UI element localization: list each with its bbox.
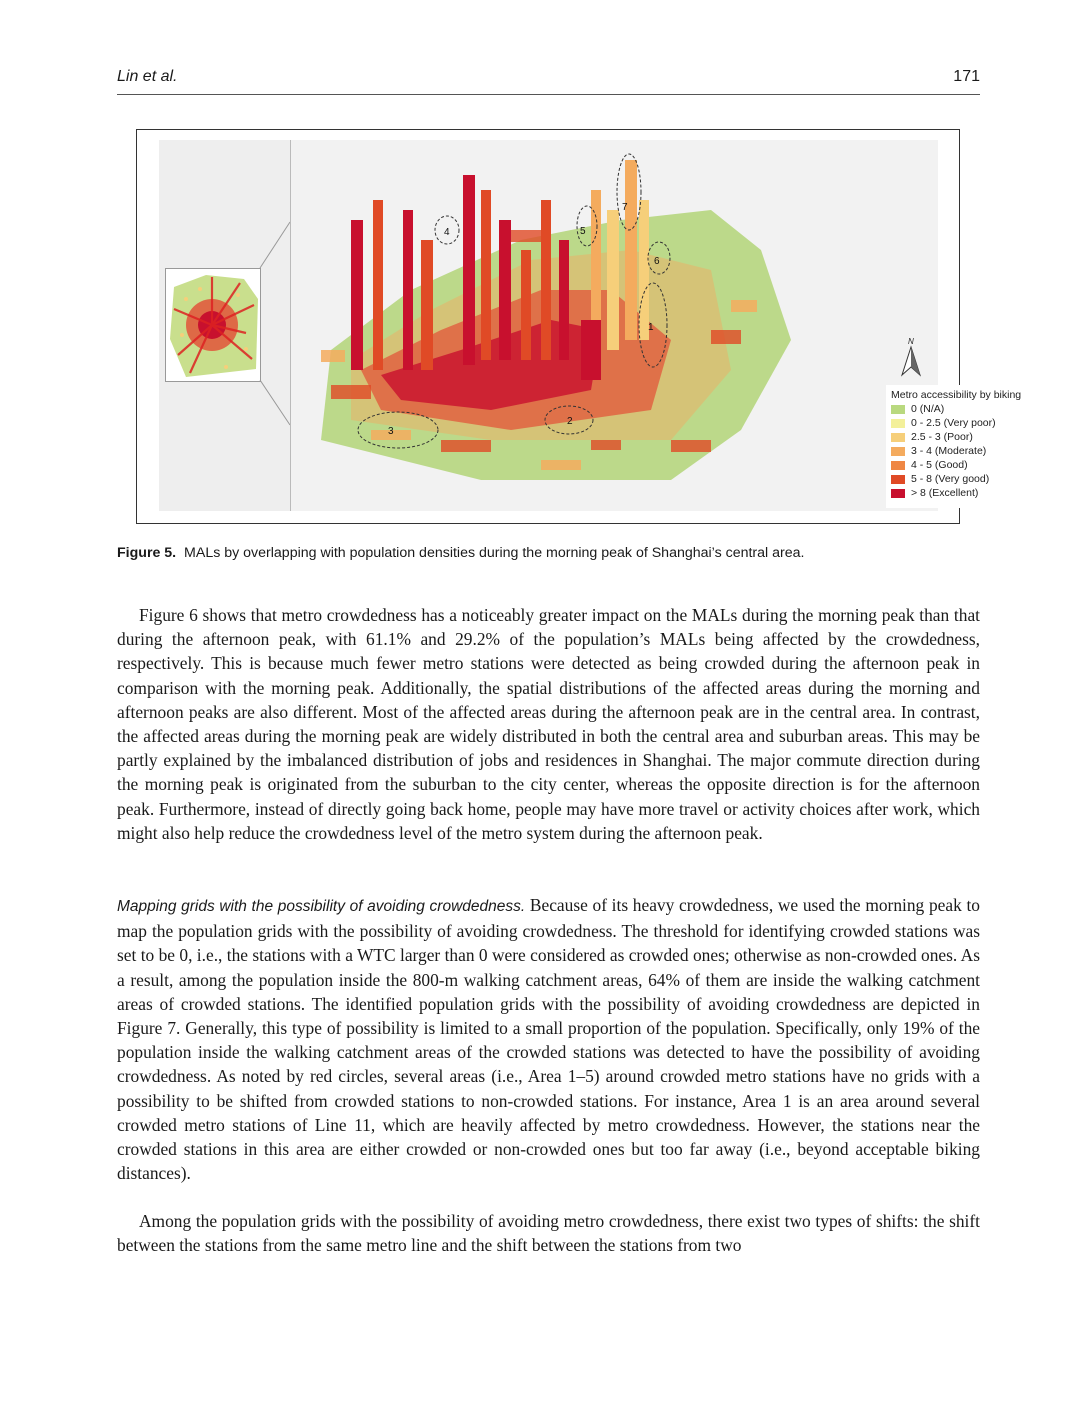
main-3d-map: [290, 140, 1022, 511]
legend-swatch: [891, 433, 905, 442]
paragraph-text: Because of its heavy crowdedness, we used the morning peak to map the population grids with the possibility of avoiding crowdedness. The threshold for identifying crowded stations was set to be 0, i.e., the stations with a WTC larger than 0 were considered as crowded ones; otherwise as non-crowded ones. As a result, among the population inside the 800-m walking catchment areas, 64% of them are inside the walking catchment areas of crowded stations. The identified population grids with the possibility of avoiding crowdedness are depicted in Figure 7. Generally, this type of possibility is limited to a small proportion of the population. Specifically, only 19% of the population inside the walking catchment areas of the crowded stations was detected to have the possibility of avoiding crowdedness. As noted by red circles, several areas (i.e., Area 1–5) around crowded metro stations have no grids with a possibility to be shifted from crowded stations to non-crowded stations. For instance, Area 1 is an area around several crowded metro stations of Line 11, which are heavily affected by metro crowdedness. However, the stations near the crowded stations in this area are either crowded or non-crowded ones but too far away (i.e., beyond acceptable biking distances).: [117, 895, 980, 1184]
north-arrow-icon: [898, 335, 928, 380]
paragraph-text: Among the population grids with the possibility of avoiding metro crowdedness, there exist two types of shifts: the shift between the stations from the same metro line and the shift between the stations from two: [117, 1211, 980, 1256]
legend-swatch: [891, 405, 905, 414]
paragraph-text: Figure 6 shows that metro crowdedness has a noticeably greater impact on the MALs during the morning peak than that during the afternoon peak, with 61.1% and 29.2% of the population’s MALs being affected by the crowdedness, respectively. This is because much fewer metro stations were detected as being crowded during the afternoon peak in comparison with the morning peak. Additionally, the spatial distributions of the affected areas during the morning and afternoon peaks are also different. Most of the affected areas during the afternoon peak are in the central area. In contrast, the affected areas during the morning peak are widely distributed in both the central area and suburban areas. This may be partly explained by the imbalanced distribution of jobs and residences in Shanghai. The major commute direction during the morning peak is originated from the suburban to the city center, whereas the opposite direction is for the afternoon peak. Furthermore, instead of directly going back home, people may have more travel or activity choices after work, which might also help reduce the crowdedness level of the metro system during the afternoon peak.: [117, 605, 980, 843]
body-paragraph-2: [117, 893, 980, 1185]
area-label-6: 6: [654, 256, 660, 267]
legend-label: 3 - 4 (Moderate): [911, 445, 987, 457]
figure-caption-label: Figure 5.: [117, 545, 177, 561]
area-label-3: 3: [388, 426, 394, 437]
legend-swatch: [891, 447, 905, 456]
page-number: 171: [953, 68, 980, 85]
area-label-2: 2: [567, 416, 573, 427]
legend-label: > 8 (Excellent): [911, 487, 979, 499]
legend-label: 5 - 8 (Very good): [911, 473, 990, 485]
area-label-5: 5: [580, 226, 586, 237]
figure-5: [136, 129, 1022, 524]
north-label: N: [908, 337, 914, 346]
legend-label: 0 (N/A): [911, 403, 945, 415]
figure-5-panel: [159, 140, 1022, 511]
map-legend: [886, 385, 1061, 508]
body-paragraph-3: [117, 1209, 980, 1257]
section-heading: Mapping grids with the possibility of avoiding crowdedness.: [117, 898, 526, 915]
body-paragraph-1: [117, 603, 980, 845]
legend-title: Metro accessibility by biking: [891, 389, 1022, 401]
legend-label: 0 - 2.5 (Very poor): [911, 417, 996, 429]
running-header: [117, 66, 980, 95]
figure-caption: [117, 545, 980, 561]
legend-swatch: [891, 475, 905, 484]
running-header-author: Lin et al.: [117, 68, 178, 85]
paragraph-with-heading: [117, 893, 980, 1185]
legend-swatch: [891, 419, 905, 428]
legend-swatch: [891, 461, 905, 470]
population-density-3d-graphic: [291, 140, 938, 511]
figure-caption-text: MALs by overlapping with population densities during the morning peak of Shanghai’s central area.: [184, 545, 805, 561]
legend-label: 4 - 5 (Good): [911, 459, 968, 471]
zoom-connector-lines: [159, 140, 299, 511]
legend-swatch: [891, 489, 905, 498]
area-label-1: 1: [648, 322, 654, 333]
area-label-4: 4: [444, 227, 450, 238]
legend-label: 2.5 - 3 (Poor): [911, 431, 973, 443]
area-label-7: 7: [622, 202, 628, 213]
